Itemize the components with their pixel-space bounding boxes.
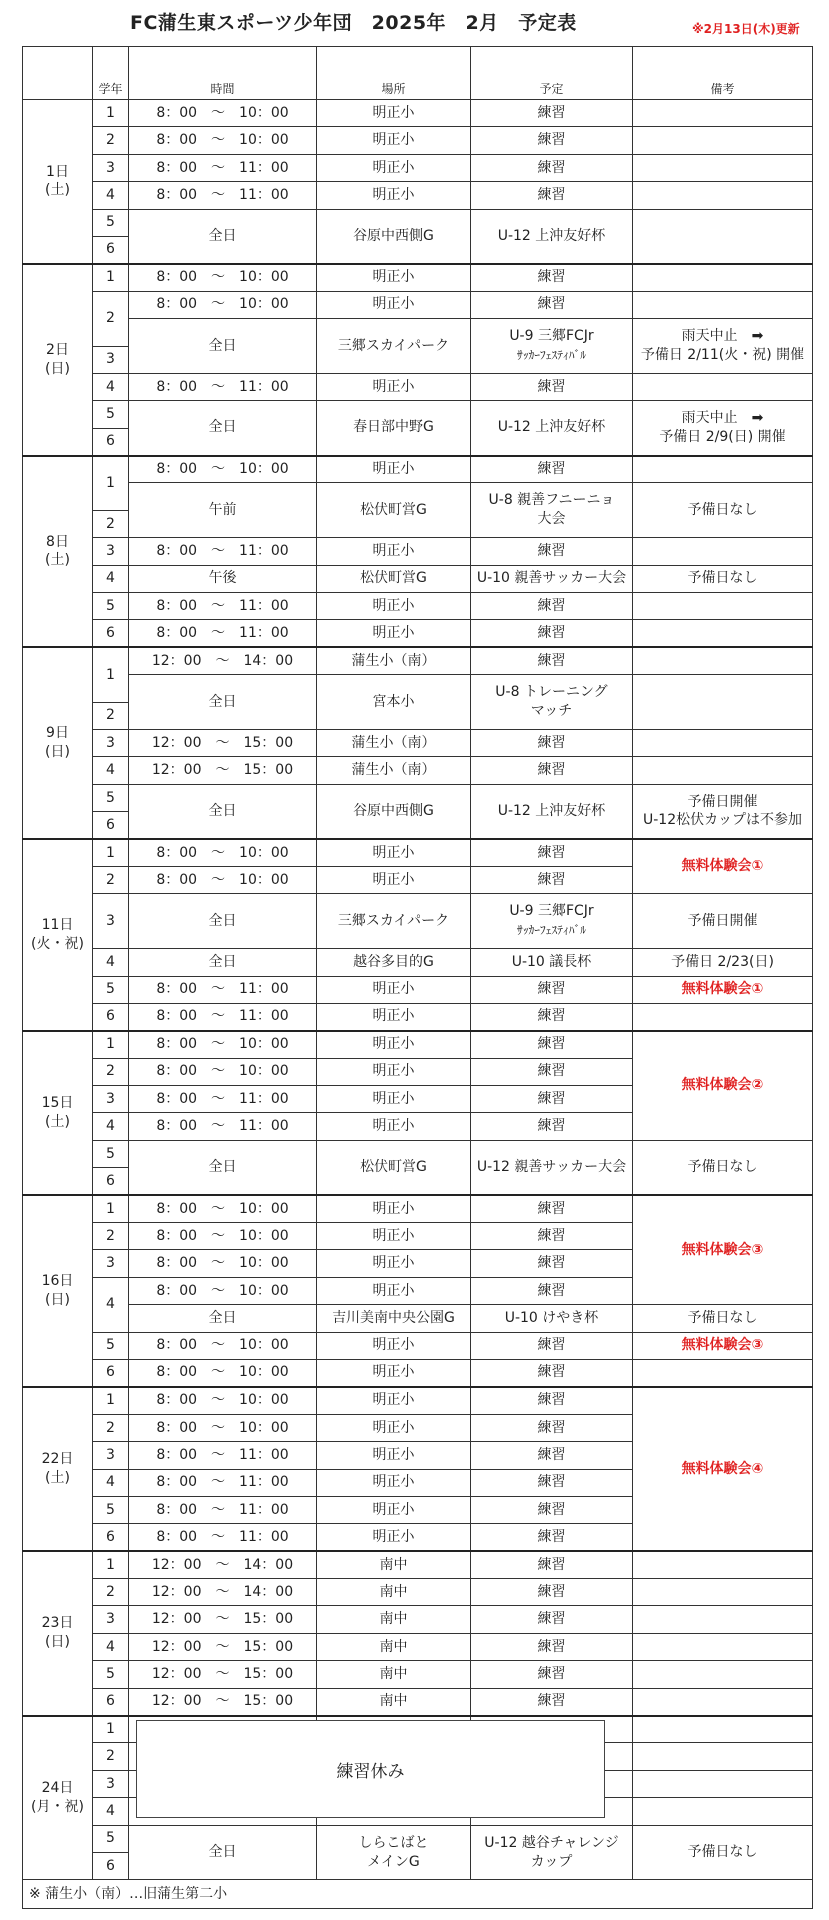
time-cell: 12：00 ～ 15：00 bbox=[129, 1606, 317, 1633]
grade-cell: 1 bbox=[93, 1031, 129, 1058]
place-cell: 南中 bbox=[317, 1661, 471, 1688]
note-cell: 無料体験会③ bbox=[633, 1332, 813, 1359]
plan-cell: 練習 bbox=[471, 1387, 633, 1414]
note-cell bbox=[633, 1579, 813, 1606]
plan-cell: 練習 bbox=[471, 1551, 633, 1578]
grade-cell: 1 bbox=[93, 647, 129, 702]
plan-cell: 練習 bbox=[471, 100, 633, 127]
place-cell: 三郷スカイパーク bbox=[317, 894, 471, 949]
plan-cell: 練習 bbox=[471, 1606, 633, 1633]
plan-cell: 練習 bbox=[471, 839, 633, 866]
place-cell: 明正小 bbox=[317, 1250, 471, 1277]
grade-cell: 3 bbox=[93, 538, 129, 565]
grade-cell: 4 bbox=[93, 565, 129, 592]
note-cell bbox=[633, 675, 813, 730]
col-grade: 学年 bbox=[93, 47, 129, 100]
day-cell: 24日 (月・祝) bbox=[23, 1716, 93, 1880]
note-cell: 予備日なし bbox=[633, 565, 813, 592]
place-cell: 明正小 bbox=[317, 1223, 471, 1250]
grade-cell: 4 bbox=[93, 757, 129, 784]
place-cell: 明正小 bbox=[317, 1387, 471, 1414]
place-cell: 明正小 bbox=[317, 593, 471, 620]
footnote: ※ 蒲生小（南）…旧蒲生第二小 bbox=[23, 1880, 813, 1909]
schedule-table bbox=[22, 46, 813, 1909]
place-cell: 南中 bbox=[317, 1633, 471, 1660]
plan-cell: 練習 bbox=[471, 1633, 633, 1660]
place-cell: しらこばと メインG bbox=[317, 1825, 471, 1880]
plan-cell: 練習 bbox=[471, 538, 633, 565]
note-cell bbox=[633, 1661, 813, 1688]
plan-cell: U-12 上沖友好杯 bbox=[471, 401, 633, 456]
note-cell bbox=[633, 729, 813, 756]
plan-cell: U-8 親善フニーニョ 大会 bbox=[471, 483, 633, 538]
note-cell bbox=[633, 373, 813, 400]
day-cell: 1日 (土) bbox=[23, 100, 93, 264]
time-cell: 8：00 ～ 10：00 bbox=[129, 1387, 317, 1414]
grade-cell: 2 bbox=[93, 1223, 129, 1250]
day-cell: 15日 (土) bbox=[23, 1031, 93, 1195]
grade-cell: 5 bbox=[93, 1140, 129, 1167]
grade-cell: 6 bbox=[93, 620, 129, 647]
header-row bbox=[23, 47, 813, 100]
place-cell: 明正小 bbox=[317, 1332, 471, 1359]
time-cell: 8：00 ～ 10：00 bbox=[129, 127, 317, 154]
plan-cell: 練習 bbox=[471, 1113, 633, 1140]
note-cell bbox=[633, 1688, 813, 1715]
time-cell: 12：00 ～ 14：00 bbox=[129, 1551, 317, 1578]
grade-cell: 5 bbox=[93, 209, 129, 236]
day-cell: 9日 (日) bbox=[23, 647, 93, 839]
grade-cell: 4 bbox=[93, 1277, 129, 1332]
note-cell bbox=[633, 1606, 813, 1633]
time-cell: 8：00 ～ 11：00 bbox=[129, 538, 317, 565]
time-cell: 全日 bbox=[129, 949, 317, 976]
place-cell: 明正小 bbox=[317, 976, 471, 1003]
grade-cell: 3 bbox=[93, 1770, 129, 1797]
time-cell: 8：00 ～ 11：00 bbox=[129, 182, 317, 209]
plan-cell: 練習 bbox=[471, 291, 633, 318]
note-cell bbox=[633, 647, 813, 674]
plan-cell: U-9 三郷FCJr ｻｯｶｰﾌｪｽﾃｨﾊﾞﾙ bbox=[471, 319, 633, 374]
note-cell: 無料体験会③ bbox=[633, 1195, 813, 1305]
grade-cell: 3 bbox=[93, 154, 129, 181]
note-cell: 無料体験会④ bbox=[633, 1387, 813, 1551]
time-cell: 12：00 ～ 15：00 bbox=[129, 729, 317, 756]
plan-cell: 練習 bbox=[471, 182, 633, 209]
plan-cell: U-12 上沖友好杯 bbox=[471, 784, 633, 839]
grade-cell: 1 bbox=[93, 100, 129, 127]
place-cell: 明正小 bbox=[317, 1003, 471, 1030]
time-cell: 8：00 ～ 11：00 bbox=[129, 1524, 317, 1551]
page-title: FC蒲生東スポーツ少年団 2025年 2月 予定表 bbox=[130, 12, 577, 34]
grade-cell: 4 bbox=[93, 1113, 129, 1140]
note-cell bbox=[633, 209, 813, 264]
time-cell: 午後 bbox=[129, 565, 317, 592]
place-cell: 明正小 bbox=[317, 1359, 471, 1386]
time-cell: 8：00 ～ 11：00 bbox=[129, 1003, 317, 1030]
grade-cell: 5 bbox=[93, 1332, 129, 1359]
time-cell: 全日 bbox=[129, 1305, 317, 1332]
place-cell: 越谷多目的G bbox=[317, 949, 471, 976]
place-cell: 明正小 bbox=[317, 264, 471, 291]
place-cell: 明正小 bbox=[317, 154, 471, 181]
time-cell: 12：00 ～ 15：00 bbox=[129, 1661, 317, 1688]
day-cell: 11日 (火・祝) bbox=[23, 839, 93, 1031]
grade-cell: 5 bbox=[93, 1661, 129, 1688]
note-cell: 予備日なし bbox=[633, 1140, 813, 1195]
note-cell: 予備日なし bbox=[633, 483, 813, 538]
place-cell: 三郷スカイパーク bbox=[317, 319, 471, 374]
note-cell bbox=[633, 127, 813, 154]
time-cell: 8：00 ～ 10：00 bbox=[129, 1332, 317, 1359]
note-cell bbox=[633, 1551, 813, 1578]
place-cell: 明正小 bbox=[317, 866, 471, 893]
time-cell: 全日 bbox=[129, 209, 317, 264]
note-cell bbox=[633, 100, 813, 127]
plan-cell: 練習 bbox=[471, 1277, 633, 1304]
plan-cell: 練習 bbox=[471, 1469, 633, 1496]
place-cell: 明正小 bbox=[317, 127, 471, 154]
time-cell: 8：00 ～ 11：00 bbox=[129, 620, 317, 647]
place-cell: 明正小 bbox=[317, 1195, 471, 1222]
grade-cell: 6 bbox=[93, 1168, 129, 1195]
grade-cell: 2 bbox=[93, 1058, 129, 1085]
note-cell: 雨天中止 ➡ 予備日 2/9(日) 開催 bbox=[633, 401, 813, 456]
time-cell: 8：00 ～ 10：00 bbox=[129, 1223, 317, 1250]
place-cell: 蒲生小（南） bbox=[317, 757, 471, 784]
time-cell: 8：00 ～ 11：00 bbox=[129, 154, 317, 181]
plan-cell: 練習 bbox=[471, 1496, 633, 1523]
time-cell: 午前 bbox=[129, 483, 317, 538]
plan-cell: 練習 bbox=[471, 1442, 633, 1469]
plan-cell: U-10 議長杯 bbox=[471, 949, 633, 976]
time-cell: 8：00 ～ 11：00 bbox=[129, 1113, 317, 1140]
place-cell: 明正小 bbox=[317, 100, 471, 127]
grade-cell: 3 bbox=[93, 1442, 129, 1469]
plan-cell: 練習 bbox=[471, 1223, 633, 1250]
grade-cell: 5 bbox=[93, 593, 129, 620]
place-cell: 明正小 bbox=[317, 1496, 471, 1523]
place-cell: 明正小 bbox=[317, 182, 471, 209]
time-cell: 8：00 ～ 10：00 bbox=[129, 1195, 317, 1222]
grade-cell: 4 bbox=[93, 1633, 129, 1660]
place-cell: 明正小 bbox=[317, 538, 471, 565]
grade-cell: 3 bbox=[93, 1606, 129, 1633]
time-cell: 8：00 ～ 11：00 bbox=[129, 1469, 317, 1496]
grade-cell: 1 bbox=[93, 456, 129, 511]
time-cell: 12：00 ～ 15：00 bbox=[129, 757, 317, 784]
plan-cell: 練習 bbox=[471, 729, 633, 756]
place-cell: 蒲生小（南） bbox=[317, 647, 471, 674]
plan-cell: 練習 bbox=[471, 154, 633, 181]
note-cell bbox=[633, 1359, 813, 1386]
note-cell: 予備日開催 U-12松伏カップは不参加 bbox=[633, 784, 813, 839]
time-cell: 8：00 ～ 10：00 bbox=[129, 1414, 317, 1441]
time-cell: 8：00 ～ 10：00 bbox=[129, 100, 317, 127]
place-cell: 明正小 bbox=[317, 291, 471, 318]
grade-cell: 1 bbox=[93, 264, 129, 291]
plan-cell: U-12 越谷チャレンジ カップ bbox=[471, 1825, 633, 1880]
note-cell: 雨天中止 ➡ 予備日 2/11(火・祝) 開催 bbox=[633, 319, 813, 374]
note-cell bbox=[633, 593, 813, 620]
place-cell: 松伏町営G bbox=[317, 483, 471, 538]
plan-cell: U-10 けやき杯 bbox=[471, 1305, 633, 1332]
grade-cell: 6 bbox=[93, 236, 129, 263]
day-cell: 22日 (土) bbox=[23, 1387, 93, 1551]
grade-cell: 5 bbox=[93, 401, 129, 428]
place-cell: 南中 bbox=[317, 1551, 471, 1578]
time-cell: 8：00 ～ 10：00 bbox=[129, 1250, 317, 1277]
grade-cell: 6 bbox=[93, 1688, 129, 1715]
grade-cell: 1 bbox=[93, 1387, 129, 1414]
plan-cell: U-10 親善サッカー大会 bbox=[471, 565, 633, 592]
place-cell: 明正小 bbox=[317, 1058, 471, 1085]
note-cell: 予備日開催 bbox=[633, 894, 813, 949]
col-plan: 予定 bbox=[471, 47, 633, 100]
plan-cell: 練習 bbox=[471, 1688, 633, 1715]
plan-cell: 練習 bbox=[471, 373, 633, 400]
time-cell: 8：00 ～ 10：00 bbox=[129, 456, 317, 483]
plan-cell: 練習 bbox=[471, 1003, 633, 1030]
time-cell: 8：00 ～ 10：00 bbox=[129, 1031, 317, 1058]
plan-cell: U-8 トレーニング マッチ bbox=[471, 675, 633, 730]
grade-cell: 3 bbox=[93, 1086, 129, 1113]
grade-cell: 2 bbox=[93, 1743, 129, 1770]
place-cell: 松伏町営G bbox=[317, 1140, 471, 1195]
plan-cell: 練習 bbox=[471, 264, 633, 291]
time-cell: 8：00 ～ 10：00 bbox=[129, 1058, 317, 1085]
grade-cell: 6 bbox=[93, 1003, 129, 1030]
plan-cell: 練習 bbox=[471, 866, 633, 893]
grade-cell: 2 bbox=[93, 702, 129, 729]
place-cell: 明正小 bbox=[317, 1031, 471, 1058]
time-cell: 12：00 ～ 14：00 bbox=[129, 647, 317, 674]
time-cell: 8：00 ～ 10：00 bbox=[129, 1277, 317, 1304]
time-cell: 8：00 ～ 11：00 bbox=[129, 1442, 317, 1469]
grade-cell: 3 bbox=[93, 1250, 129, 1277]
day-cell: 23日 (日) bbox=[23, 1551, 93, 1715]
time-cell: 全日 bbox=[129, 401, 317, 456]
place-cell: 明正小 bbox=[317, 1524, 471, 1551]
place-cell: 明正小 bbox=[317, 1414, 471, 1441]
plan-cell: 練習 bbox=[471, 1195, 633, 1222]
grade-cell: 1 bbox=[93, 1195, 129, 1222]
plan-cell: 練習 bbox=[471, 757, 633, 784]
place-cell: 蒲生小（南） bbox=[317, 729, 471, 756]
grade-cell: 1 bbox=[93, 1551, 129, 1578]
place-cell: 南中 bbox=[317, 1688, 471, 1715]
plan-cell: 練習 bbox=[471, 1579, 633, 1606]
grade-cell: 6 bbox=[93, 428, 129, 455]
note-cell: 無料体験会① bbox=[633, 976, 813, 1003]
time-cell: 全日 bbox=[129, 1140, 317, 1195]
time-cell: 8：00 ～ 11：00 bbox=[129, 1086, 317, 1113]
grade-cell: 2 bbox=[93, 127, 129, 154]
place-cell: 宮本小 bbox=[317, 675, 471, 730]
grade-cell: 5 bbox=[93, 1825, 129, 1852]
note-cell bbox=[633, 757, 813, 784]
note-cell: 予備日なし bbox=[633, 1305, 813, 1332]
grade-cell: 6 bbox=[93, 1359, 129, 1386]
time-cell: 8：00 ～ 11：00 bbox=[129, 373, 317, 400]
time-cell: 8：00 ～ 11：00 bbox=[129, 976, 317, 1003]
time-cell: 全日 bbox=[129, 319, 317, 374]
place-cell: 南中 bbox=[317, 1579, 471, 1606]
plan-cell: 練習 bbox=[471, 1031, 633, 1058]
grade-cell: 6 bbox=[93, 812, 129, 839]
day-cell: 2日 (日) bbox=[23, 264, 93, 456]
plan-cell: 練習 bbox=[471, 1524, 633, 1551]
grade-cell: 4 bbox=[93, 949, 129, 976]
time-cell: 8：00 ～ 10：00 bbox=[129, 866, 317, 893]
time-cell: 全日 bbox=[129, 894, 317, 949]
grade-cell: 3 bbox=[93, 729, 129, 756]
plan-cell: 練習 bbox=[471, 127, 633, 154]
grade-cell: 2 bbox=[93, 1414, 129, 1441]
note-cell: 予備日なし bbox=[633, 1825, 813, 1880]
note-cell: 無料体験会① bbox=[633, 839, 813, 894]
plan-cell: 練習 bbox=[471, 1250, 633, 1277]
note-cell bbox=[633, 456, 813, 483]
place-cell: 吉川美南中央公園G bbox=[317, 1305, 471, 1332]
time-cell: 8：00 ～ 10：00 bbox=[129, 291, 317, 318]
rest-notice: 練習休み bbox=[136, 1720, 605, 1818]
time-cell: 12：00 ～ 14：00 bbox=[129, 1579, 317, 1606]
place-cell: 明正小 bbox=[317, 1469, 471, 1496]
place-cell: 南中 bbox=[317, 1606, 471, 1633]
place-cell: 明正小 bbox=[317, 456, 471, 483]
note-cell: 無料体験会② bbox=[633, 1031, 813, 1141]
grade-cell: 3 bbox=[93, 894, 129, 949]
note-cell: 予備日 2/23(日) bbox=[633, 949, 813, 976]
note-cell bbox=[633, 1003, 813, 1030]
col-time: 時間 bbox=[129, 47, 317, 100]
grade-cell: 4 bbox=[93, 1798, 129, 1825]
plan-cell: 練習 bbox=[471, 647, 633, 674]
place-cell: 明正小 bbox=[317, 620, 471, 647]
plan-cell: 練習 bbox=[471, 456, 633, 483]
place-cell: 明正小 bbox=[317, 839, 471, 866]
plan-cell: 練習 bbox=[471, 976, 633, 1003]
place-cell: 明正小 bbox=[317, 373, 471, 400]
time-cell: 全日 bbox=[129, 784, 317, 839]
place-cell: 明正小 bbox=[317, 1277, 471, 1304]
grade-cell: 2 bbox=[93, 291, 129, 346]
time-cell: 8：00 ～ 11：00 bbox=[129, 1496, 317, 1523]
plan-cell: U-12 上沖友好杯 bbox=[471, 209, 633, 264]
updated-date: ※2月13日(木)更新 bbox=[692, 22, 800, 36]
place-cell: 明正小 bbox=[317, 1086, 471, 1113]
grade-cell: 5 bbox=[93, 976, 129, 1003]
note-cell bbox=[633, 291, 813, 318]
grade-cell: 3 bbox=[93, 346, 129, 373]
note-cell bbox=[633, 620, 813, 647]
grade-cell: 4 bbox=[93, 373, 129, 400]
time-cell: 12：00 ～ 15：00 bbox=[129, 1633, 317, 1660]
place-cell: 明正小 bbox=[317, 1113, 471, 1140]
grade-cell: 1 bbox=[93, 1716, 129, 1743]
grade-cell: 6 bbox=[93, 1524, 129, 1551]
grade-cell: 6 bbox=[93, 1853, 129, 1880]
grade-cell: 2 bbox=[93, 510, 129, 537]
time-cell: 全日 bbox=[129, 1825, 317, 1880]
time-cell: 8：00 ～ 10：00 bbox=[129, 264, 317, 291]
plan-cell: U-12 親善サッカー大会 bbox=[471, 1140, 633, 1195]
place-cell: 明正小 bbox=[317, 1442, 471, 1469]
col-note: 備考 bbox=[633, 47, 813, 100]
grade-cell: 2 bbox=[93, 1579, 129, 1606]
note-cell bbox=[633, 264, 813, 291]
grade-cell: 4 bbox=[93, 182, 129, 209]
grade-cell: 5 bbox=[93, 784, 129, 811]
note-cell bbox=[633, 538, 813, 565]
note-cell bbox=[633, 154, 813, 181]
time-cell: 全日 bbox=[129, 675, 317, 730]
place-cell: 松伏町営G bbox=[317, 565, 471, 592]
grade-cell: 4 bbox=[93, 1469, 129, 1496]
plan-cell: 練習 bbox=[471, 1359, 633, 1386]
note-cell bbox=[633, 182, 813, 209]
plan-cell: 練習 bbox=[471, 1086, 633, 1113]
grade-cell: 5 bbox=[93, 1496, 129, 1523]
time-cell: 8：00 ～ 10：00 bbox=[129, 1359, 317, 1386]
plan-cell: 練習 bbox=[471, 593, 633, 620]
plan-cell: 練習 bbox=[471, 1414, 633, 1441]
note-cell bbox=[633, 1633, 813, 1660]
plan-cell: 練習 bbox=[471, 620, 633, 647]
grade-cell: 1 bbox=[93, 839, 129, 866]
place-cell: 谷原中西側G bbox=[317, 784, 471, 839]
day-cell: 16日 (日) bbox=[23, 1195, 93, 1387]
place-cell: 春日部中野G bbox=[317, 401, 471, 456]
time-cell: 8：00 ～ 11：00 bbox=[129, 593, 317, 620]
place-cell: 谷原中西側G bbox=[317, 209, 471, 264]
plan-cell: 練習 bbox=[471, 1058, 633, 1085]
plan-cell: U-9 三郷FCJr ｻｯｶｰﾌｪｽﾃｨﾊﾞﾙ bbox=[471, 894, 633, 949]
time-cell: 12：00 ～ 15：00 bbox=[129, 1688, 317, 1715]
grade-cell: 2 bbox=[93, 866, 129, 893]
time-cell: 8：00 ～ 10：00 bbox=[129, 839, 317, 866]
day-cell: 8日 (土) bbox=[23, 456, 93, 648]
col-place: 場所 bbox=[317, 47, 471, 100]
plan-cell: 練習 bbox=[471, 1332, 633, 1359]
plan-cell: 練習 bbox=[471, 1661, 633, 1688]
